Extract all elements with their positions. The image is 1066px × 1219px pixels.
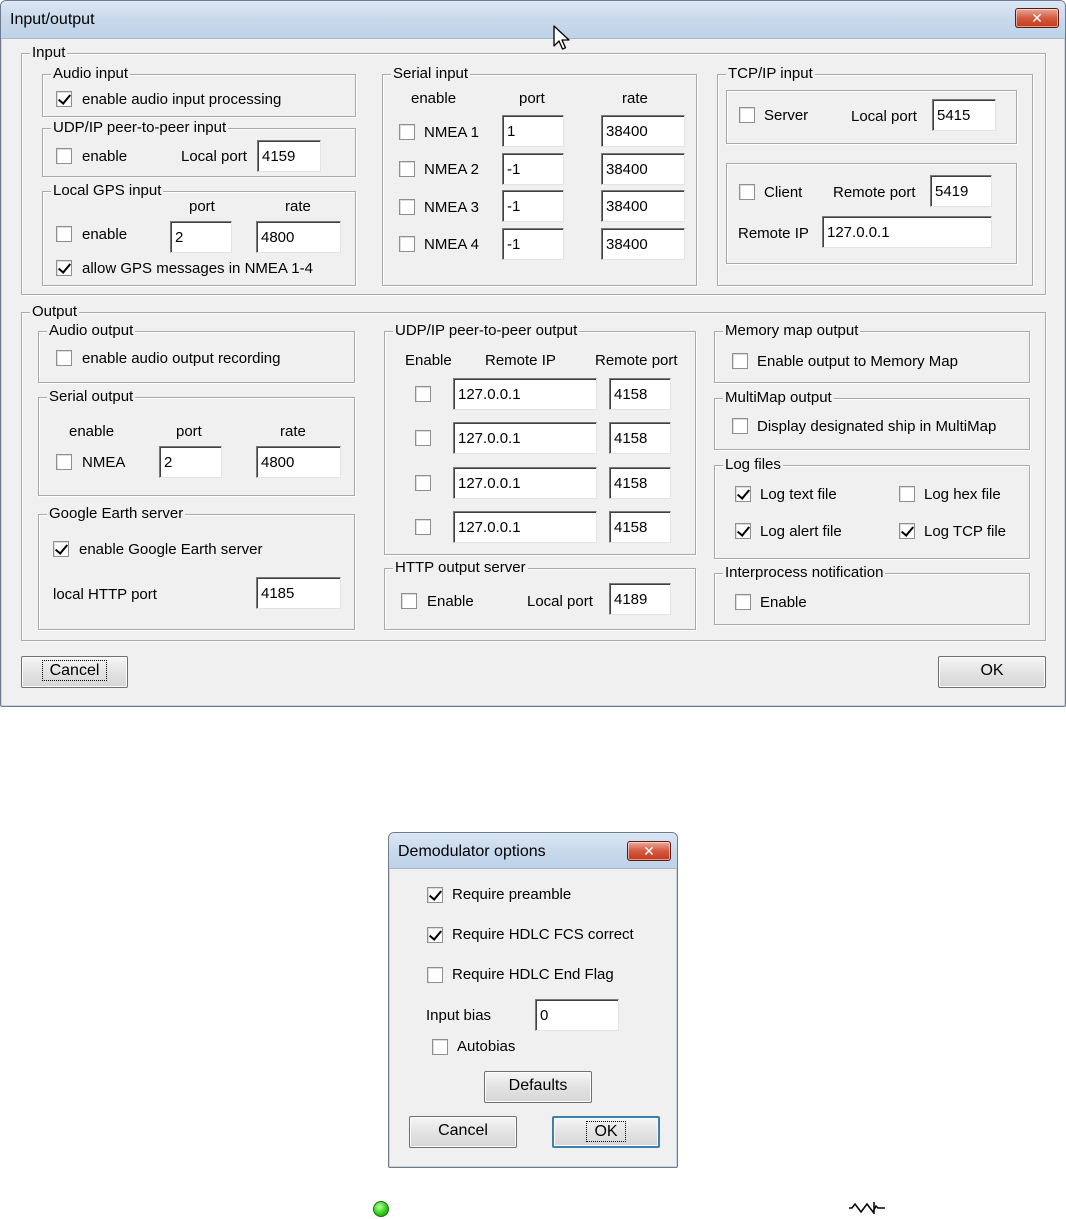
udp-output-row3-port-input[interactable] [614, 468, 670, 498]
serial-input-rate-header: rate [622, 90, 648, 107]
interprocess-enable-label: Enable [760, 594, 807, 611]
http-output-local-port-field[interactable] [609, 583, 671, 615]
log-hex-file-checkbox[interactable] [899, 486, 915, 502]
multimap-enable-label: Display designated ship in MultiMap [757, 418, 997, 435]
local-gps-port-input[interactable] [175, 222, 231, 252]
http-output-enable-label: Enable [427, 593, 474, 610]
udp-input-label: UDP/IP peer-to-peer input [53, 119, 227, 136]
log-alert-file-label: Log alert file [760, 523, 842, 540]
nmea3-port-input[interactable] [507, 191, 563, 221]
nmea4-label: NMEA 4 [424, 236, 480, 253]
tcp-client-label: Client [764, 184, 803, 201]
tcp-remote-port-field[interactable] [930, 175, 992, 207]
log-tcp-file-label: Log TCP file [924, 523, 1006, 540]
io-ok-button[interactable] [938, 656, 1046, 688]
udp-output-row2-checkbox[interactable] [415, 430, 431, 446]
demod-cancel-button[interactable] [409, 1116, 517, 1148]
http-output-local-port-label: Local port [527, 593, 593, 610]
nmea4-rate-field[interactable] [601, 228, 685, 260]
nmea2-rate-field[interactable] [601, 153, 685, 185]
serial-output-port-field[interactable] [159, 446, 222, 478]
nmea4-port-field[interactable] [502, 228, 564, 260]
demodulator-options-dialog [388, 832, 678, 1168]
tcp-local-port-field[interactable] [932, 99, 996, 131]
udp-output-label: UDP/IP peer-to-peer output [395, 322, 578, 339]
tcp-client-checkbox[interactable] [739, 184, 755, 200]
signal-wave-icon [848, 1200, 886, 1216]
demod-ok-button[interactable] [552, 1116, 660, 1148]
udp-output-row4-checkbox[interactable] [415, 519, 431, 535]
memory-map-enable-label: Enable output to Memory Map [757, 353, 958, 370]
log-text-file-label: Log text file [760, 486, 837, 503]
udp-output-row3-ip-field[interactable] [453, 467, 597, 499]
interprocess-label: Interprocess notification [725, 564, 884, 581]
serial-input-enable-header: enable [411, 90, 457, 107]
require-end-flag-checkbox[interactable] [427, 967, 443, 983]
serial-output-port-header: port [176, 423, 202, 440]
udp-output-row3-port-field[interactable] [609, 467, 671, 499]
http-output-local-port-input[interactable] [614, 584, 670, 614]
log-tcp-file-checkbox[interactable] [899, 523, 915, 539]
google-earth-label: Google Earth server [49, 505, 184, 522]
udp-output-row4-ip-field[interactable] [453, 511, 597, 543]
serial-output-rate-field[interactable] [256, 446, 341, 478]
local-gps-rate-header: rate [285, 198, 311, 215]
serial-output-port-input[interactable] [164, 447, 221, 477]
log-files-label: Log files [725, 456, 781, 473]
local-gps-enable-label: enable [82, 226, 128, 243]
google-earth-http-port-field[interactable] [256, 577, 341, 609]
udp-input-local-port-label: Local port [181, 148, 247, 165]
udp-output-row1-ip-field[interactable] [453, 378, 597, 410]
http-output-label: HTTP output server [395, 559, 526, 576]
interprocess-enable-checkbox[interactable] [735, 594, 751, 610]
nmea2-checkbox[interactable] [399, 161, 415, 177]
close-icon: ✕ [1031, 10, 1043, 26]
udp-output-row3-ip-input[interactable] [458, 468, 596, 498]
nmea4-checkbox[interactable] [399, 236, 415, 252]
io-ok-button-label: OK [980, 662, 1004, 679]
nmea3-label: NMEA 3 [424, 199, 480, 216]
require-fcs-checkbox[interactable] [427, 927, 443, 943]
demod-titlebar[interactable] [389, 833, 677, 869]
nmea3-checkbox[interactable] [399, 199, 415, 215]
local-gps-label: Local GPS input [53, 182, 162, 199]
audio-input-enable-checkbox[interactable] [56, 91, 72, 107]
udp-output-row2-port-input[interactable] [614, 423, 670, 453]
udp-output-row1-ip-input[interactable] [458, 379, 596, 409]
udp-output-remote-ip-header: Remote IP [485, 352, 556, 369]
audio-output-enable-checkbox[interactable] [56, 350, 72, 366]
tcp-remote-ip-input[interactable] [827, 217, 991, 247]
audio-output-enable-label: enable audio output recording [82, 350, 281, 367]
close-icon: ✕ [643, 843, 655, 859]
io-close-button[interactable] [1015, 8, 1059, 28]
serial-output-nmea-label: NMEA [82, 454, 126, 471]
nmea2-rate-input[interactable] [606, 154, 684, 184]
udp-input-enable-checkbox[interactable] [56, 148, 72, 164]
green-status-dot-icon [373, 1201, 389, 1217]
nmea1-checkbox[interactable] [399, 124, 415, 140]
udp-input-enable-label: enable [82, 148, 128, 165]
local-gps-enable-checkbox[interactable] [56, 226, 72, 242]
serial-output-rate-input[interactable] [261, 447, 340, 477]
nmea3-port-field[interactable] [502, 190, 564, 222]
udp-output-row4-ip-input[interactable] [458, 512, 596, 542]
udp-output-row1-port-input[interactable] [614, 379, 670, 409]
log-alert-file-checkbox[interactable] [735, 523, 751, 539]
io-cancel-button-label: Cancel [44, 662, 106, 679]
udp-output-row4-port-field[interactable] [609, 511, 671, 543]
require-end-flag-label: Require HDLC End Flag [452, 966, 614, 983]
demod-title: Demodulator options [398, 843, 546, 860]
udp-output-row1-checkbox[interactable] [415, 386, 431, 402]
require-fcs-label: Require HDLC FCS correct [452, 926, 634, 943]
demod-ok-button-label: OK [588, 1123, 623, 1140]
tcp-local-port-input[interactable] [937, 100, 995, 130]
udp-output-remote-port-header: Remote port [595, 352, 678, 369]
nmea2-label: NMEA 2 [424, 161, 480, 178]
google-earth-http-port-label: local HTTP port [53, 586, 157, 603]
tcp-remote-ip-label: Remote IP [738, 225, 809, 242]
http-output-enable-checkbox[interactable] [401, 593, 417, 609]
multimap-label: MultiMap output [725, 389, 832, 406]
local-gps-rate-input[interactable] [261, 222, 340, 252]
serial-input-port-header: port [519, 90, 545, 107]
defaults-button[interactable] [484, 1071, 592, 1103]
output-group-label: Output [32, 303, 78, 320]
udp-input-local-port-input[interactable] [262, 141, 320, 171]
audio-input-enable-label: enable audio input processing [82, 91, 282, 108]
audio-input-label: Audio input [53, 65, 129, 82]
defaults-button-label: Defaults [508, 1077, 568, 1094]
nmea4-port-input[interactable] [507, 229, 563, 259]
tcp-input-label: TCP/IP input [728, 65, 813, 82]
log-text-file-checkbox[interactable] [735, 486, 751, 502]
tcp-remote-port-label: Remote port [833, 184, 916, 201]
autobias-checkbox[interactable] [432, 1039, 448, 1055]
io-cancel-button[interactable] [21, 656, 128, 688]
udp-output-row2-ip-field[interactable] [453, 422, 597, 454]
input-bias-input[interactable] [540, 1000, 618, 1030]
demod-close-button[interactable] [627, 841, 671, 861]
serial-output-nmea-checkbox[interactable] [56, 454, 72, 470]
memory-map-label: Memory map output [725, 322, 859, 339]
tcp-remote-port-input[interactable] [935, 176, 991, 206]
nmea3-rate-field[interactable] [601, 190, 685, 222]
nmea1-label: NMEA 1 [424, 124, 480, 141]
local-gps-port-field[interactable] [170, 221, 232, 253]
log-hex-file-label: Log hex file [924, 486, 1001, 503]
autobias-label: Autobias [457, 1038, 516, 1055]
input-group-label: Input [32, 44, 66, 61]
google-earth-enable-checkbox[interactable] [53, 541, 69, 557]
mouse-cursor-icon [553, 25, 573, 53]
nmea3-rate-input[interactable] [606, 191, 684, 221]
io-title: Input/output [10, 11, 95, 28]
multimap-enable-checkbox[interactable] [732, 418, 748, 434]
input-bias-label: Input bias [426, 1007, 492, 1024]
nmea1-rate-field[interactable] [601, 115, 685, 147]
nmea1-port-field[interactable] [502, 115, 564, 147]
tcp-server-label: Server [764, 107, 809, 124]
udp-output-row4-port-input[interactable] [614, 512, 670, 542]
google-earth-group [38, 505, 355, 630]
require-preamble-label: Require preamble [452, 886, 572, 903]
local-gps-port-header: port [189, 198, 215, 215]
tcp-remote-ip-field[interactable] [822, 216, 992, 248]
allow-gps-messages-checkbox[interactable] [56, 260, 72, 276]
udp-output-row2-ip-input[interactable] [458, 423, 596, 453]
require-preamble-checkbox[interactable] [427, 887, 443, 903]
audio-output-label: Audio output [49, 322, 134, 339]
udp-output-row1-port-field[interactable] [609, 378, 671, 410]
udp-output-enable-header: Enable [405, 352, 452, 369]
tcp-server-checkbox[interactable] [739, 107, 755, 123]
tcp-local-port-label: Local port [851, 108, 917, 125]
udp-output-row2-port-field[interactable] [609, 422, 671, 454]
google-earth-http-port-input[interactable] [261, 578, 340, 608]
nmea2-port-input[interactable] [507, 154, 563, 184]
nmea2-port-field[interactable] [502, 153, 564, 185]
google-earth-enable-label: enable Google Earth server [79, 541, 263, 558]
log-files-group [714, 456, 1030, 559]
nmea1-rate-input[interactable] [606, 116, 684, 146]
serial-output-rate-header: rate [280, 423, 306, 440]
nmea1-port-input[interactable] [507, 116, 563, 146]
local-gps-rate-field[interactable] [256, 221, 341, 253]
memory-map-enable-checkbox[interactable] [732, 353, 748, 369]
serial-output-label: Serial output [49, 388, 134, 405]
nmea4-rate-input[interactable] [606, 229, 684, 259]
serial-input-label: Serial input [393, 65, 469, 82]
udp-input-local-port-field[interactable] [257, 140, 321, 172]
input-bias-field[interactable] [535, 999, 619, 1031]
io-titlebar[interactable] [1, 1, 1065, 39]
serial-output-enable-header: enable [69, 423, 115, 440]
demod-cancel-button-label: Cancel [438, 1122, 488, 1139]
allow-gps-messages-label: allow GPS messages in NMEA 1-4 [82, 260, 313, 277]
udp-output-row3-checkbox[interactable] [415, 475, 431, 491]
